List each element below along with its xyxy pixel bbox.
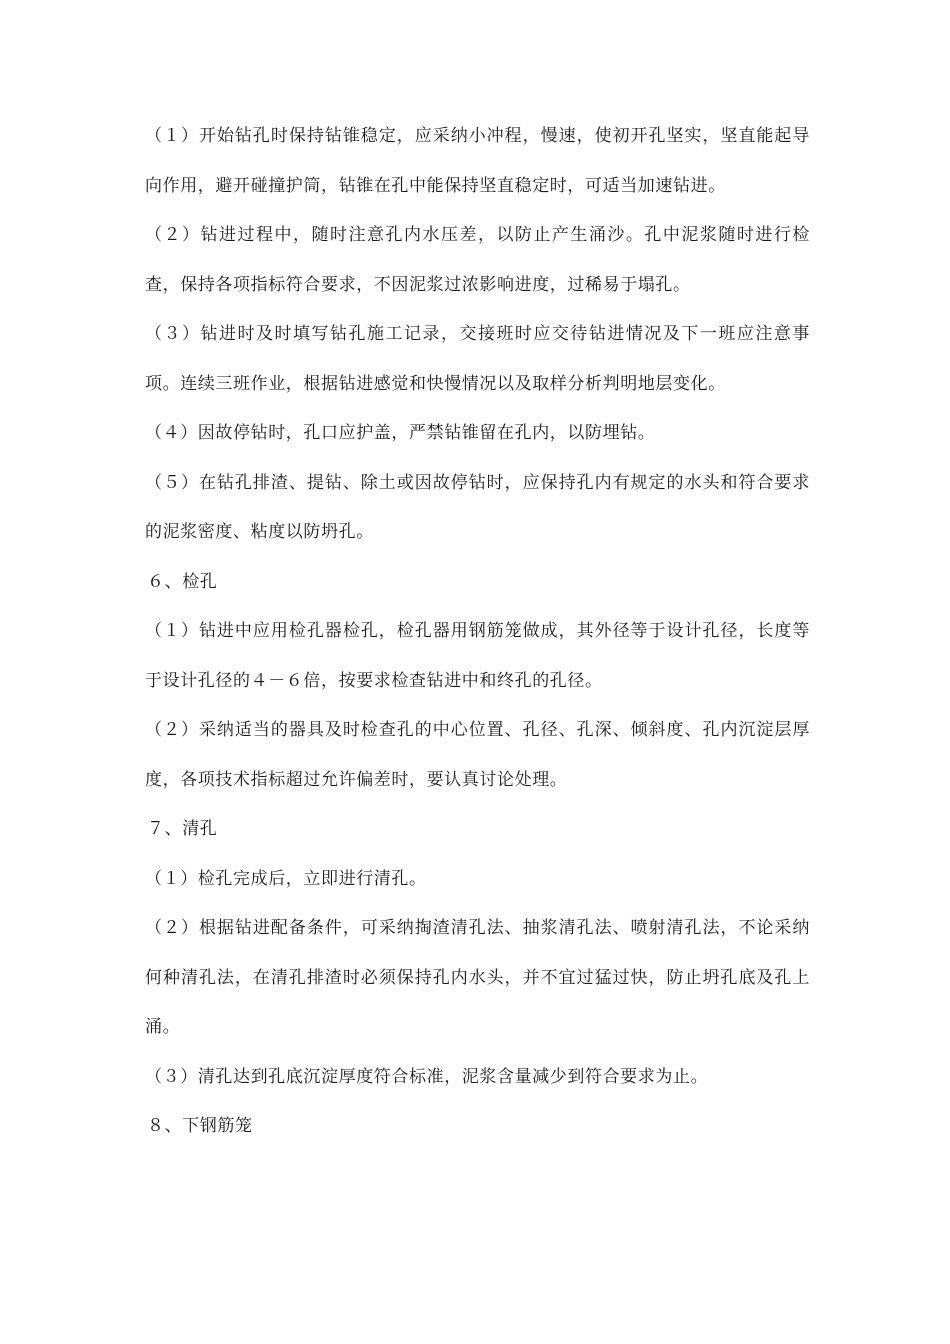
section-heading-rebar-cage: ８、下钢筋笼: [147, 1116, 253, 1136]
paragraph-slurry-requirement: （５）在钻孔排渣、提钻、除土或因故停钻时，应保持孔内有规定的水头和符合要求的泥浆密度、粘度以防坍孔。: [145, 472, 810, 542]
paragraph-drilling-stop: （４）因故停钻时，孔口应护盖，严禁钻锥留在孔内，以防埋钻。: [145, 423, 656, 443]
section-heading-hole-cleaning: ７、清孔: [147, 819, 218, 839]
paragraph-hole-gauge: （１）钻进中应用检孔器检孔，检孔器用钢筋笼做成，其外径等于设计孔径，长度等于设计孔径的４－６倍，按要求检查钻进中和终孔的孔径。: [145, 621, 810, 691]
paragraph-cleaning-methods: （２）根据钻进配备条件，可采纳掏渣清孔法、抽浆清孔法、喷射清孔法，不论采纳何种清孔法，在清孔排渣时必须保持孔内水头，并不宜过猛过快，防止坍孔底及孔上涌。: [145, 918, 810, 1037]
paragraph-cleaning-start: （１）检孔完成后，立即进行清孔。: [145, 868, 427, 889]
section-heading-hole-inspection: ６、检孔: [147, 571, 218, 592]
paragraph-cleaning-standard: （３）清孔达到孔底沉淀厚度符合标准，泥浆含量减少到符合要求为止。: [145, 1066, 709, 1087]
document-body: [145, 112, 810, 1152]
paragraph-drilling-process: （２）钻进过程中，随时注意孔内水压差，以防止产生涌沙。孔中泥浆随时进行检查，保持各项指标符合要求，不因泥浆过浓影响进度，过稀易于塌孔。: [145, 225, 810, 295]
paragraph-hole-check: （２）采纳适当的器具及时检查孔的中心位置、孔径、孔深、倾斜度、孔内沉淀层厚度，各项技术指标超过允许偏差时，要认真讨论处理。: [145, 720, 810, 790]
paragraph-drilling-record: （３）钻进时及时填写钻孔施工记录，交接班时应交待钻进情况及下一班应注意事项。连续三班作业，根据钻进感觉和快慢情况以及取样分析判明地层变化。: [145, 324, 810, 394]
paragraph-drilling-start: （１）开始钻孔时保持钻锥稳定，应采纳小冲程，慢速，使初开孔坚实，坚直能起导向作用，避开碰撞护筒，钻锥在孔中能保持坚直稳定时，可适当加速钻进。: [145, 126, 810, 196]
